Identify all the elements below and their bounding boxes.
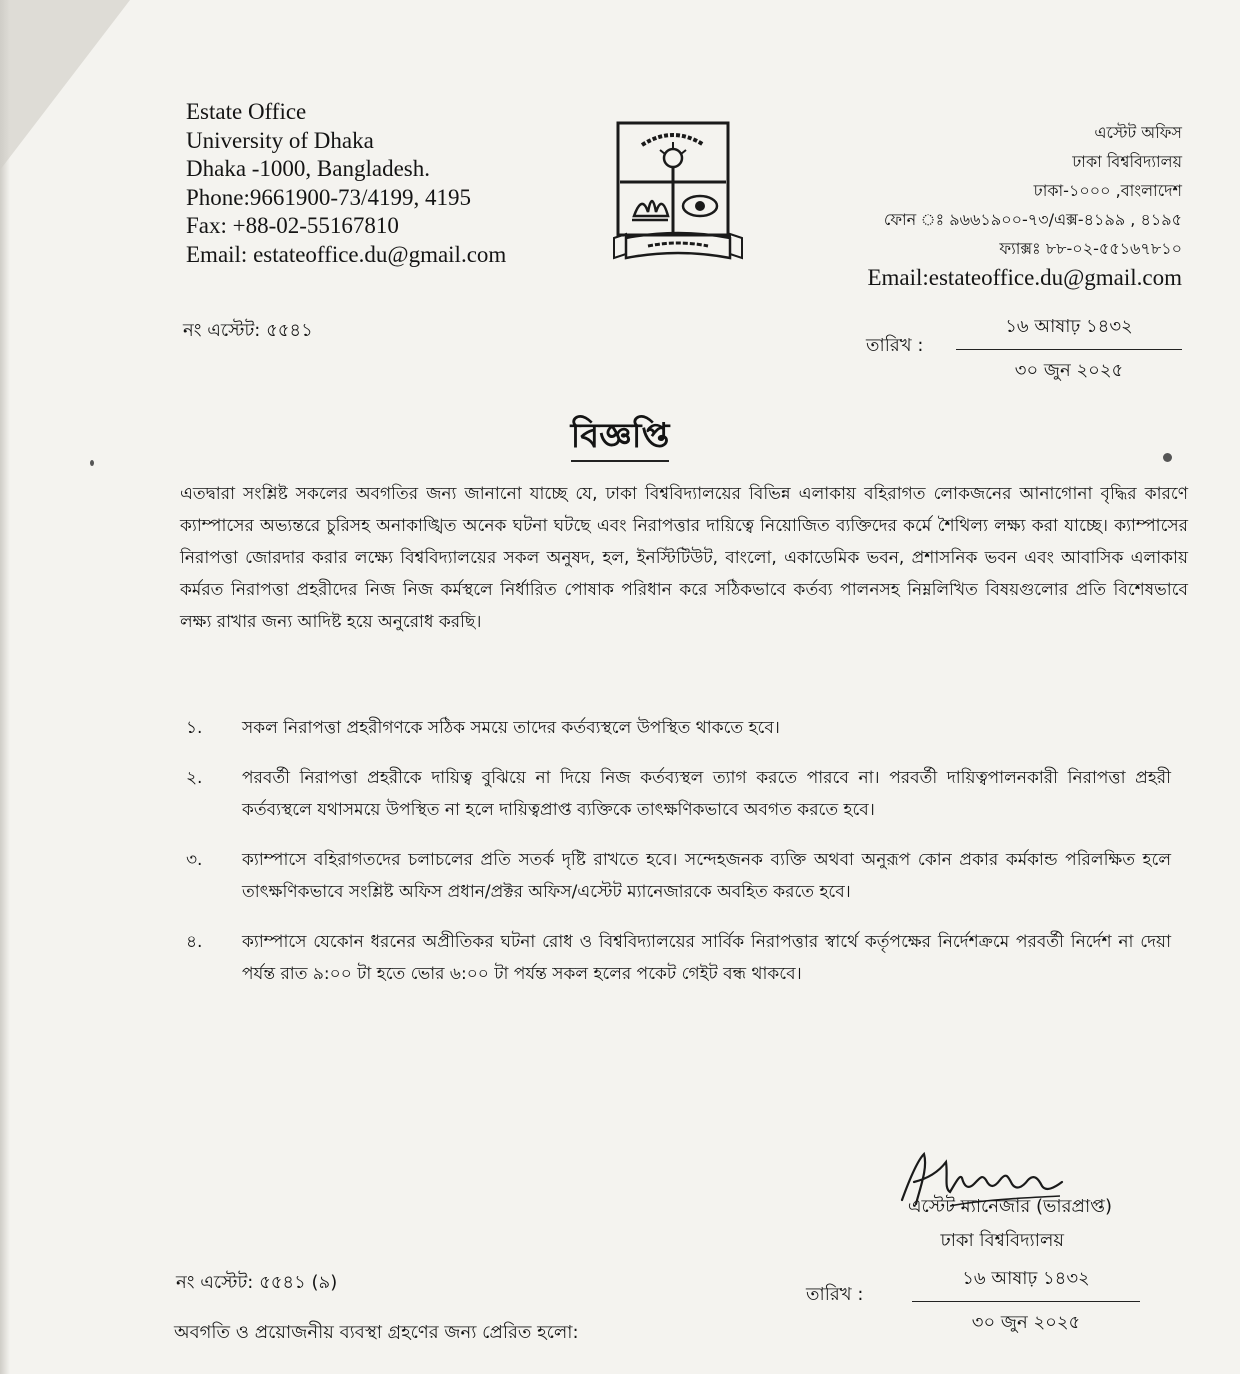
date-label-bottom: তারিখ : — [806, 1284, 864, 1305]
date-english-bottom: ৩০ জুন ২০২৫ — [971, 1312, 1081, 1333]
memo-number-copy: নং এস্টেট: ৫৫৪১ (৯) — [176, 1272, 338, 1293]
notice-body: এতদ্বারা সংশ্লিষ্ট সকলের অবগতির জন্য জানানো যাচ্ছে যে, ঢাকা বিশ্ববিদ্যালয়ের বিভিন্ন এলাকায় বহিরাগত লোকজনের আনাগোনা বৃদ্ধির কারণে ক্যাম্পাসের অভ্যন্তরে চুরিসহ অনাকাঙ্খিত অনেক ঘটনা ঘটছে এবং নিরাপত্তার দায়িত্বে নিয়োজিত ব্যক্তিদের কর্মে শৈথিল্য লক্ষ্য করা যাচ্ছে। ক্যাম্পাসের নিরাপত্তা জোরদার করার লক্ষ্যে বিশ্ববিদ্যালয়ের সকল অনুষদ, হল, ইনস্টিটিউট, বাংলো, একাডেমিক ভবন, প্রশাসনিক ভবন এবং আবাসিক এলাকায় কর্মরত নিরাপত্তা প্রহরীদের নিজ নিজ কর্মস্থলে নির্ধারিত পোষাক পরিধান করে সঠিকভাবে কর্তব্য পালনসহ নিম্নলিখিত বিষয়গুলোর প্রতি বিশেষভাবে লক্ষ্য রাখার জন্য আদিষ্ট হয়ে অনুরোধ করছি। — [180, 484, 1188, 632]
university-seal-logo — [612, 120, 744, 268]
date-block — [956, 312, 1182, 387]
list-item-number: ৩. — [186, 850, 203, 870]
signatory-title: এস্টেট ম্যানেজার (ভারপ্রাপ্ত) — [907, 1196, 1112, 1217]
address-en: Dhaka -1000, Bangladesh. — [186, 156, 430, 181]
paper-speck — [90, 460, 94, 466]
signatory-org: ঢাকা বিশ্ববিদ্যালয় — [940, 1230, 1064, 1251]
instruction-list — [186, 712, 1171, 1008]
date-label: তারিখ : — [866, 335, 924, 356]
list-item-text: পরবর্তী নিরাপত্তা প্রহরীকে দায়িত্ব বুঝিয়ে না দিয়ে নিজ কর্তব্যস্থল ত্যাগ করতে পারবে না। পরবর্তী দায়িত্বপালনকারী নিরাপত্তা প্রহরী কর্তব্যস্থলে যথাসময়ে উপস্থিত না হলে দায়িত্বপ্রাপ্ত ব্যক্তিকে তাৎক্ষণিকভাবে অবগত করতে হবে। — [242, 768, 1171, 820]
memo-number: নং এস্টেট: ৫৫৪১ — [183, 320, 313, 341]
fax-bn: ফ্যাক্সঃ ৮৮-০২-৫৫১৬৭৮১০ — [999, 239, 1182, 258]
signatory-block — [908, 1190, 1112, 1258]
distribution-note: অবগতি ও প্রয়োজনীয় ব্যবস্থা গ্রহণের জন্য প্রেরিত হলো: — [174, 1322, 579, 1343]
list-item-text: ক্যাম্পাসে বহিরাগতদের চলাচলের প্রতি সতর্ক দৃষ্টি রাখতে হবে। সন্দেহজনক ব্যক্তি অথবা অনুরূপ কোন প্রকার কর্মকান্ড পরিলক্ষিত হলে তাৎক্ষণিকভাবে সংশ্লিষ্ট অফিস প্রধান/প্রক্টর অফিস/এস্টেট ম্যানেজারকে অবহিত করতে হবে। — [242, 850, 1171, 902]
list-item-number: ১. — [186, 718, 203, 738]
page-edge — [0, 0, 10, 1374]
list-item — [186, 762, 1171, 826]
office-name-bn: এস্টেট অফিস — [1094, 123, 1182, 142]
email-en: Email: estateoffice.du@gmail.com — [186, 241, 507, 267]
phone-en: Phone:9661900-73/4199, 4195 — [186, 184, 471, 210]
list-item-text: ক্যাম্পাসে যেকোন ধরনের অপ্রীতিকর ঘটনা রোধ ও বিশ্ববিদ্যালয়ের সার্বিক নিরাপত্তার স্বার্থে কর্তৃপক্ষের নির্দেশক্রমে পরবর্তী নির্দেশ না দেয়া পর্যন্ত রাত ৯:০০ টা হতে ভোর ৬:০০ টা পর্যন্ত সকল হলের পকেট গেইট বন্ধ থাকবে। — [242, 932, 1171, 984]
phone-bn: ফোন ঃ ৯৬৬১৯০০-৭৩/এক্স-৪১৯৯ , ৪১৯৫ — [883, 210, 1182, 229]
address-bn: ঢাকা-১০০০ ,বাংলাদেশ — [1033, 181, 1182, 200]
notice-title — [0, 410, 1240, 467]
university-name-bn: ঢাকা বিশ্ববিদ্যালয় — [1072, 152, 1182, 171]
office-name-en: Estate Office — [186, 99, 307, 124]
university-name-en: University of Dhaka — [186, 127, 374, 153]
email-bn: Email:estateoffice.du@gmail.com — [867, 265, 1182, 290]
list-item-number: ২. — [186, 768, 203, 788]
list-item-number: ৪. — [186, 932, 203, 952]
date-bangla-bottom: ১৬ আষাঢ় ১৪৩২ — [912, 1264, 1140, 1302]
letterhead-english — [186, 98, 506, 269]
paper-speck — [1163, 453, 1172, 462]
list-item — [186, 712, 1171, 744]
notice-title-text: বিজ্ঞপ্তি — [571, 416, 670, 462]
date-bangla: ১৬ আষাঢ় ১৪৩২ — [956, 312, 1182, 350]
fax-en: Fax: +88-02-55167810 — [186, 213, 399, 238]
page-fold — [0, 0, 130, 170]
list-item — [186, 926, 1171, 990]
date-english: ৩০ জুন ২০২৫ — [1014, 360, 1124, 381]
list-item-text: সকল নিরাপত্তা প্রহরীগণকে সঠিক সময়ে তাদের কর্তব্যস্থলে উপস্থিত থাকতে হবে। — [242, 718, 780, 738]
letterhead-bengali — [867, 118, 1182, 293]
date-block-bottom — [912, 1264, 1140, 1339]
list-item — [186, 844, 1171, 908]
